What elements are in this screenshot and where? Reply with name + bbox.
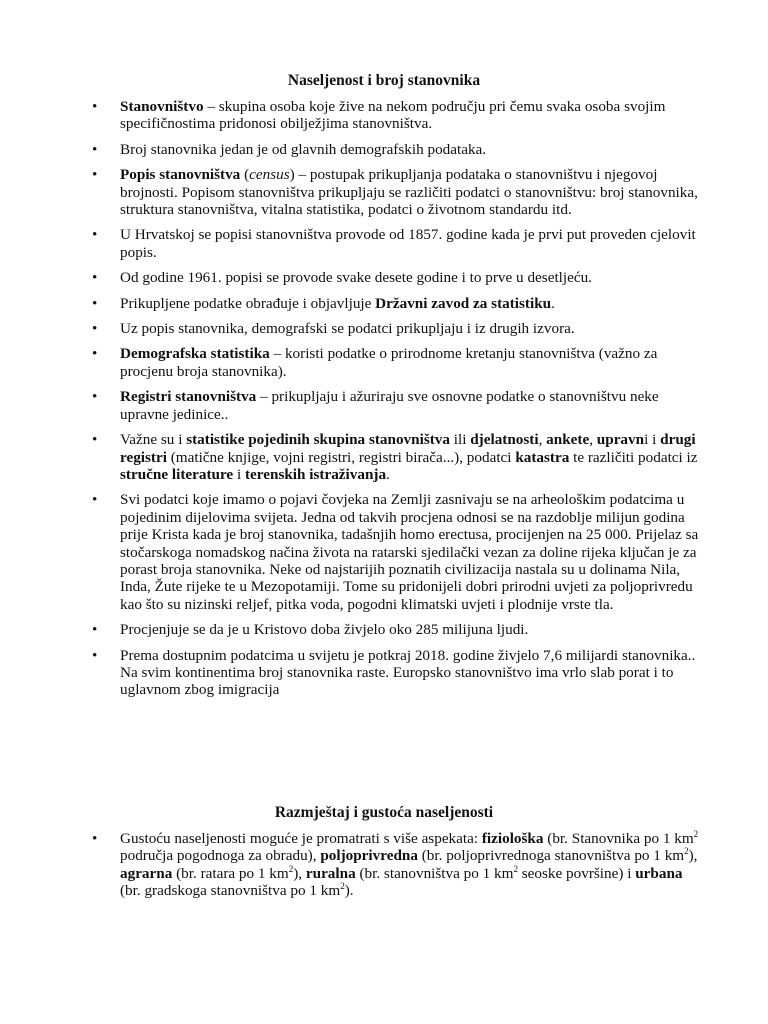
text-run: ) – postupak prikupljanja podataka o stanovništvu i njegovoj brojnosti. Popisom stanovništva prikupljaju se različiti podatci o stanovništvu: broj stanovnika, struktura stanovništva, vitalna statistika, podatci o životnom standardu itd. [120,166,698,219]
bold-term: poljoprivredna [320,847,418,865]
text-run: seoske površine) i [517,864,636,882]
bold-term: Stanovništvo [120,98,204,115]
bold-term: drugi registri [120,431,696,466]
section-title-population: Naseljenost i broj stanovnika [287,72,481,89]
text-run: Prikupljene podatke obrađuje i objavljuje [120,294,376,312]
bold-term: Državni zavod za statistiku [375,294,552,312]
text-run: ili [449,431,471,449]
text-run: i i [644,431,661,449]
text-run: i [233,465,245,483]
bold-term: Registri stanovništva [120,388,257,406]
bold-term: djelatnosti [470,431,539,449]
text-run: (matične knjige, vojni registri, registri birača...), podatci [166,448,516,466]
text-run: (br. ratara po 1 km [172,864,289,882]
bullet-list-density [90,830,700,908]
list-item [90,166,700,218]
list-item [90,431,700,483]
superscript: 2 [693,829,699,839]
bullet-list-population [90,98,700,707]
bold-term: terenskih istraživanja [245,465,387,483]
list-item [90,491,700,613]
section-title-density: Razmještaj i gustoća naseljenosti [274,804,494,821]
bold-term: stručne literature [120,465,234,483]
bold-term: agrarna [120,864,173,882]
text-run: , [538,431,547,449]
text-run: Svi podatci koje imamo o pojavi čovjeka na Zemlji zasnivaju se na arheološkim podatcima u pojedinim dijelovima svijeta. Jedna od takvih procjena odnosi se na razdoblje milijun godina prije Krista kada je broj stanovnika, tadašnjih homo erectusa, procijenjen na 25 000. Prijelaz sa stočarskoga nomadskog načina života na ratarski sjedilački vezan za doline rijeka ključan je za porast broja stanovnika. Neke od najstarijih poznatih civilizacija nastala su u dolinama Nila, Inda, Žute rijeke te u Mezopotamiji. Tome su pridonijeli dobri prirodni uvjeti za poljoprivredu kao što su nizinski reljef, pitka voda, pogodni klimatski uvjeti i plodnije vrste tla. [120,491,699,613]
text-run: te različiti podatci iz [569,448,698,466]
text-run: – skupina osoba koje žive na nekom području pri čemu svaka osoba svojim specifičnostima pridonosi obilježjima stanovništva. [120,98,666,133]
text-run: (br. gradskoga stanovništva po 1 km [120,882,341,900]
text-run: ( [240,166,250,184]
bold-term: statistike pojedinih skupina stanovništva [186,431,450,449]
bold-term: ankete [546,431,590,449]
list-item [90,98,700,133]
bold-term: katastra [515,448,570,466]
superscript: 2 [288,863,294,874]
superscript: 2 [513,863,518,874]
text-run: (br. poljoprivrednoga stanovništva po 1 km [417,847,685,865]
text-run: Uz popis stanovnika, demografski se podatci prikupljaju i iz drugih izvora. [120,320,575,338]
list-item [90,621,700,638]
bold-term: ruralna [305,864,356,882]
bold-term: Popis stanovništva [120,166,241,184]
list-item [90,269,700,286]
text-run: U Hrvatskoj se popisi stanovništva provode od 1857. godine kada je prvi put proveden cjelovit popis. [120,226,696,261]
list-item [90,388,700,423]
text-run: , [589,431,597,449]
superscript: 2 [340,881,345,892]
list-item [90,141,700,158]
bold-term: urbana [635,864,683,882]
text-run: census [249,166,290,184]
list-item [90,226,700,261]
text-run: ), [293,864,306,882]
text-run: Procjenjuje se da je u Kristovo doba živjelo oko 285 milijuna ljudi. [120,621,529,639]
bold-term: Demografska statistika [120,345,270,363]
text-run: Prema dostupnim podatcima u svijetu je potkraj 2018. godine živjelo 7,6 milijardi stanovnika.. Na svim kontinentima broj stanovnika raste. Europsko stanovništvo ima vrlo slab porat i to uglavnom zbog imigracija [120,646,696,699]
text-run: (br. stanovništva po 1 km [355,864,514,882]
list-item [90,320,700,337]
list-item [90,647,700,699]
text-run: Od godine 1961. popisi se provode svake desete godine i to prve u desetljeću. [120,269,592,287]
text-run: Važne su i [120,431,187,449]
list-item [90,295,700,312]
text-run: . [551,294,555,312]
superscript: 2 [684,846,689,857]
list-item [90,345,700,380]
bold-term: upravn [596,431,645,449]
text-run: – prikupljaju i ažuriraju sve osnovne podatke o stanovništvu neke upravne jedinice.. [120,388,659,423]
text-run: ). [344,882,354,900]
text-run: Broj stanovnika jedan je od glavnih demografskih podataka. [120,140,487,158]
bold-term: fiziološka [481,830,544,847]
list-item [90,830,700,900]
text-run: područja pogodnoga za obradu), [120,847,321,865]
text-run: (br. Stanovnika po 1 km [543,830,694,847]
text-run: Gustoću naseljenosti moguće je promatrati s više aspekata: [120,830,482,847]
text-run: . [386,465,390,483]
text-run: – koristi podatke o prirodnome kretanju stanovništva (važno za procjenu broja stanovnika). [120,345,658,380]
text-run: ), [688,847,698,865]
